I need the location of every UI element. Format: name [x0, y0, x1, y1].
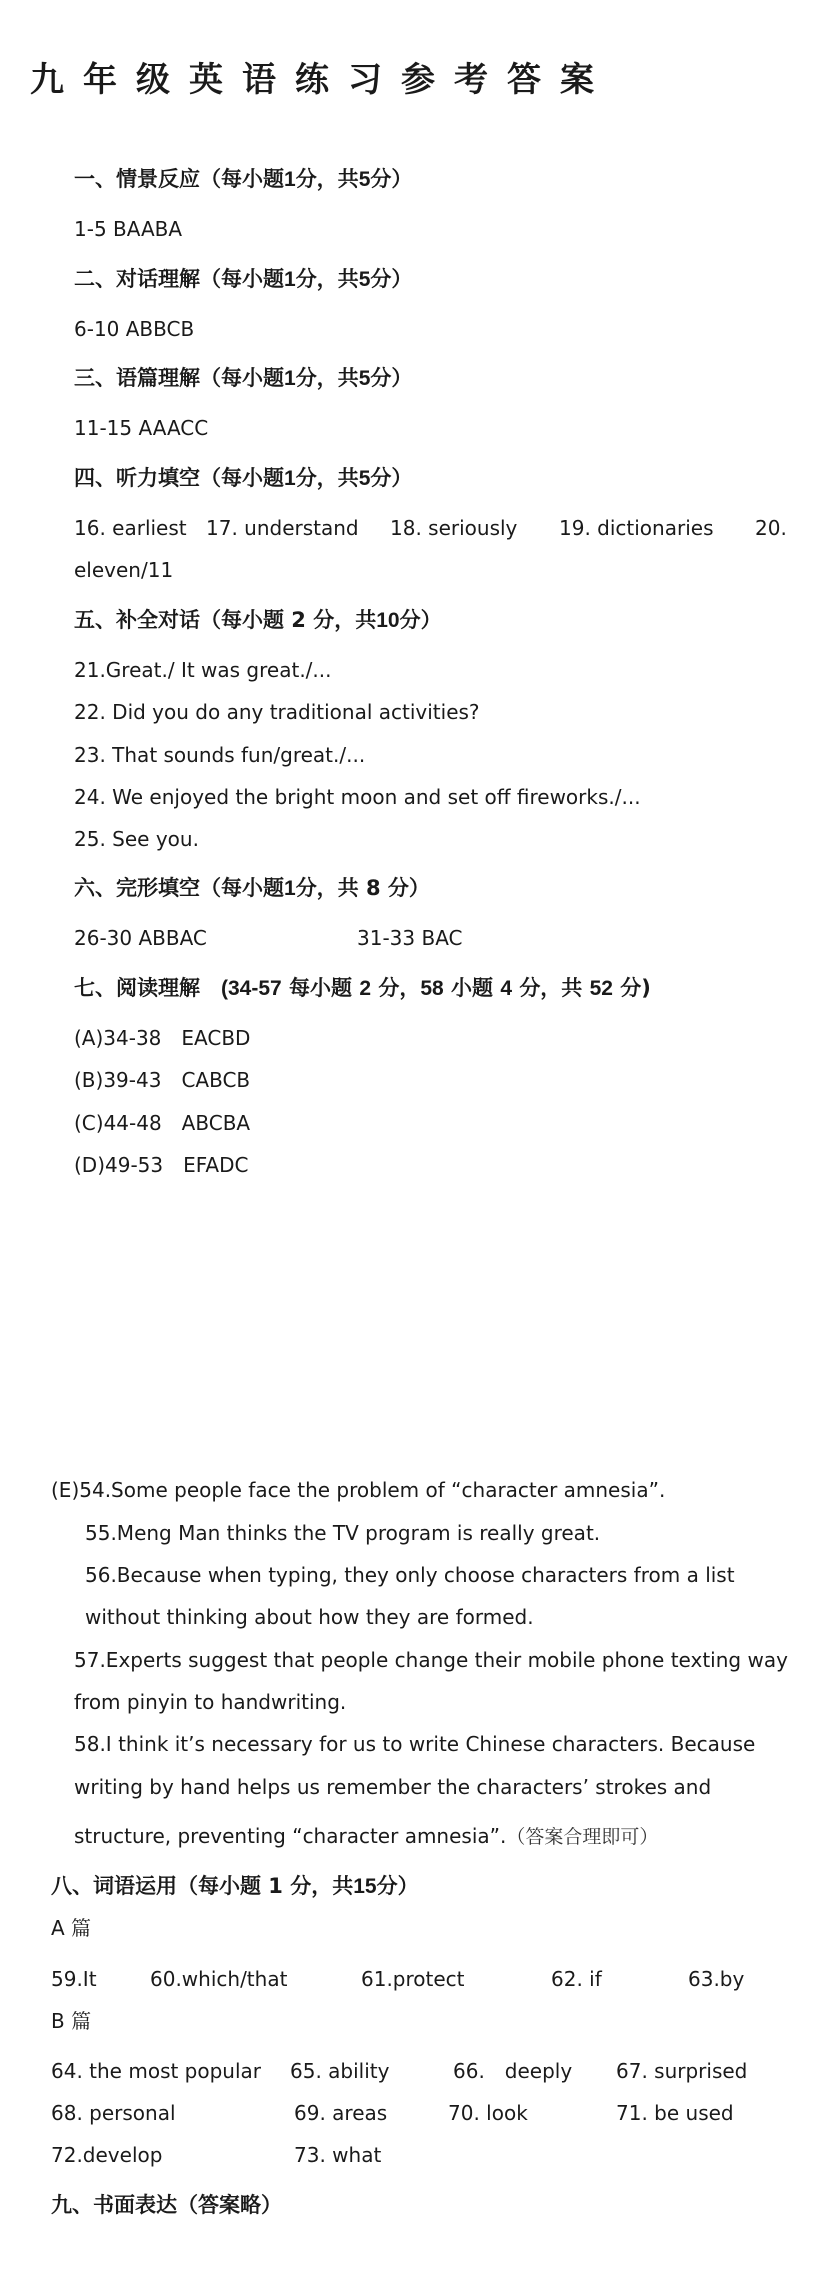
answer-19: 19. dictionaries [559, 516, 714, 540]
answer-26-30: 26-30 ABBAC [74, 926, 207, 950]
answer-55: 55.Meng Man thinks the TV program is really great. [85, 1521, 601, 1545]
answer-22: 22. Did you do any traditional activities? [74, 700, 480, 724]
answer-71: 71. be used [616, 2101, 734, 2125]
answer-b-39-43: (B)39-43 CABCB [74, 1068, 251, 1092]
answer-note: （答案合理即可） [506, 1826, 659, 1848]
section-9-heading: 九、书面表达（答案略） [51, 2193, 282, 2217]
section-3-answer: 11-15 AAACC [74, 416, 209, 440]
answer-70: 70. look [448, 2101, 528, 2125]
answer-a-34-38: (A)34-38 EACBD [74, 1026, 251, 1050]
answer-62: 62. if [551, 1967, 602, 1991]
section-1-answer: 1-5 BAABA [74, 217, 183, 241]
answer-58: 58.I think it’s necessary for us to write Chinese characters. Because [74, 1732, 756, 1756]
section-4-heading: 四、听力填空（每小题1分，共5分） [74, 466, 413, 490]
part-b-label: B 篇 [51, 2009, 92, 2033]
answer-20: 20. [755, 516, 787, 540]
answer-20-wrap: eleven/11 [74, 558, 174, 582]
section-8-heading: 八、词语运用（每小题 1 分，共15分） [51, 1874, 419, 1898]
answer-16: 16. earliest [74, 516, 187, 540]
section-2-heading: 二、对话理解（每小题1分，共5分） [74, 267, 413, 291]
section-3-heading: 三、语篇理解（每小题1分，共5分） [74, 366, 413, 390]
answer-59: 59.It [51, 1967, 97, 1991]
answer-21: 21.Great./ It was great./... [74, 658, 332, 682]
answer-63: 63.by [688, 1967, 745, 1991]
answer-73: 73. what [294, 2143, 382, 2167]
answer-58-cont: writing by hand helps us remember the characters’ strokes and [74, 1775, 712, 1799]
answer-67: 67. surprised [616, 2059, 748, 2083]
section-1-heading: 一、情景反应（每小题1分，共5分） [74, 167, 413, 191]
answer-57-cont: from pinyin to handwriting. [74, 1690, 347, 1714]
answer-66: 66. deeply [453, 2059, 573, 2083]
answer-25: 25. See you. [74, 827, 199, 851]
answer-17: 17. understand [206, 516, 359, 540]
answer-65: 65. ability [290, 2059, 390, 2083]
answer-68: 68. personal [51, 2101, 176, 2125]
answer-23: 23. That sounds fun/great./... [74, 743, 366, 767]
section-7-heading: 七、阅读理解 (34-57 每小题 2 分，58 小题 4 分，共 52 分) [74, 976, 651, 1000]
section-6-heading: 六、完形填空（每小题1分，共 8 分） [74, 876, 430, 900]
answer-18: 18. seriously [390, 516, 518, 540]
answer-69: 69. areas [294, 2101, 388, 2125]
section-2-answer: 6-10 ABBCB [74, 317, 195, 341]
part-a-label: A 篇 [51, 1916, 92, 1940]
answer-60: 60.which/that [150, 1967, 288, 1991]
answer-24: 24. We enjoyed the bright moon and set off fireworks./... [74, 785, 641, 809]
page-title: 九年级英语练习参考答案 [30, 60, 613, 100]
answer-72: 72.develop [51, 2143, 163, 2167]
answer-64: 64. the most popular [51, 2059, 262, 2083]
answer-58-end: structure, preventing “character amnesia”.（答案合理即可） [74, 1824, 659, 1848]
answer-54: (E)54.Some people face the problem of “character amnesia”. [51, 1478, 666, 1502]
answer-c-44-48: (C)44-48 ABCBA [74, 1111, 251, 1135]
answer-31-33: 31-33 BAC [357, 926, 463, 950]
answer-d-49-53: (D)49-53 EFADC [74, 1153, 249, 1177]
answer-56: 56.Because when typing, they only choose characters from a list [85, 1563, 735, 1587]
answer-56-cont: without thinking about how they are formed. [85, 1605, 534, 1629]
answer-61: 61.protect [361, 1967, 465, 1991]
answer-57: 57.Experts suggest that people change their mobile phone texting way [74, 1648, 788, 1672]
section-5-heading: 五、补全对话（每小题 2 分，共10分） [74, 608, 442, 632]
